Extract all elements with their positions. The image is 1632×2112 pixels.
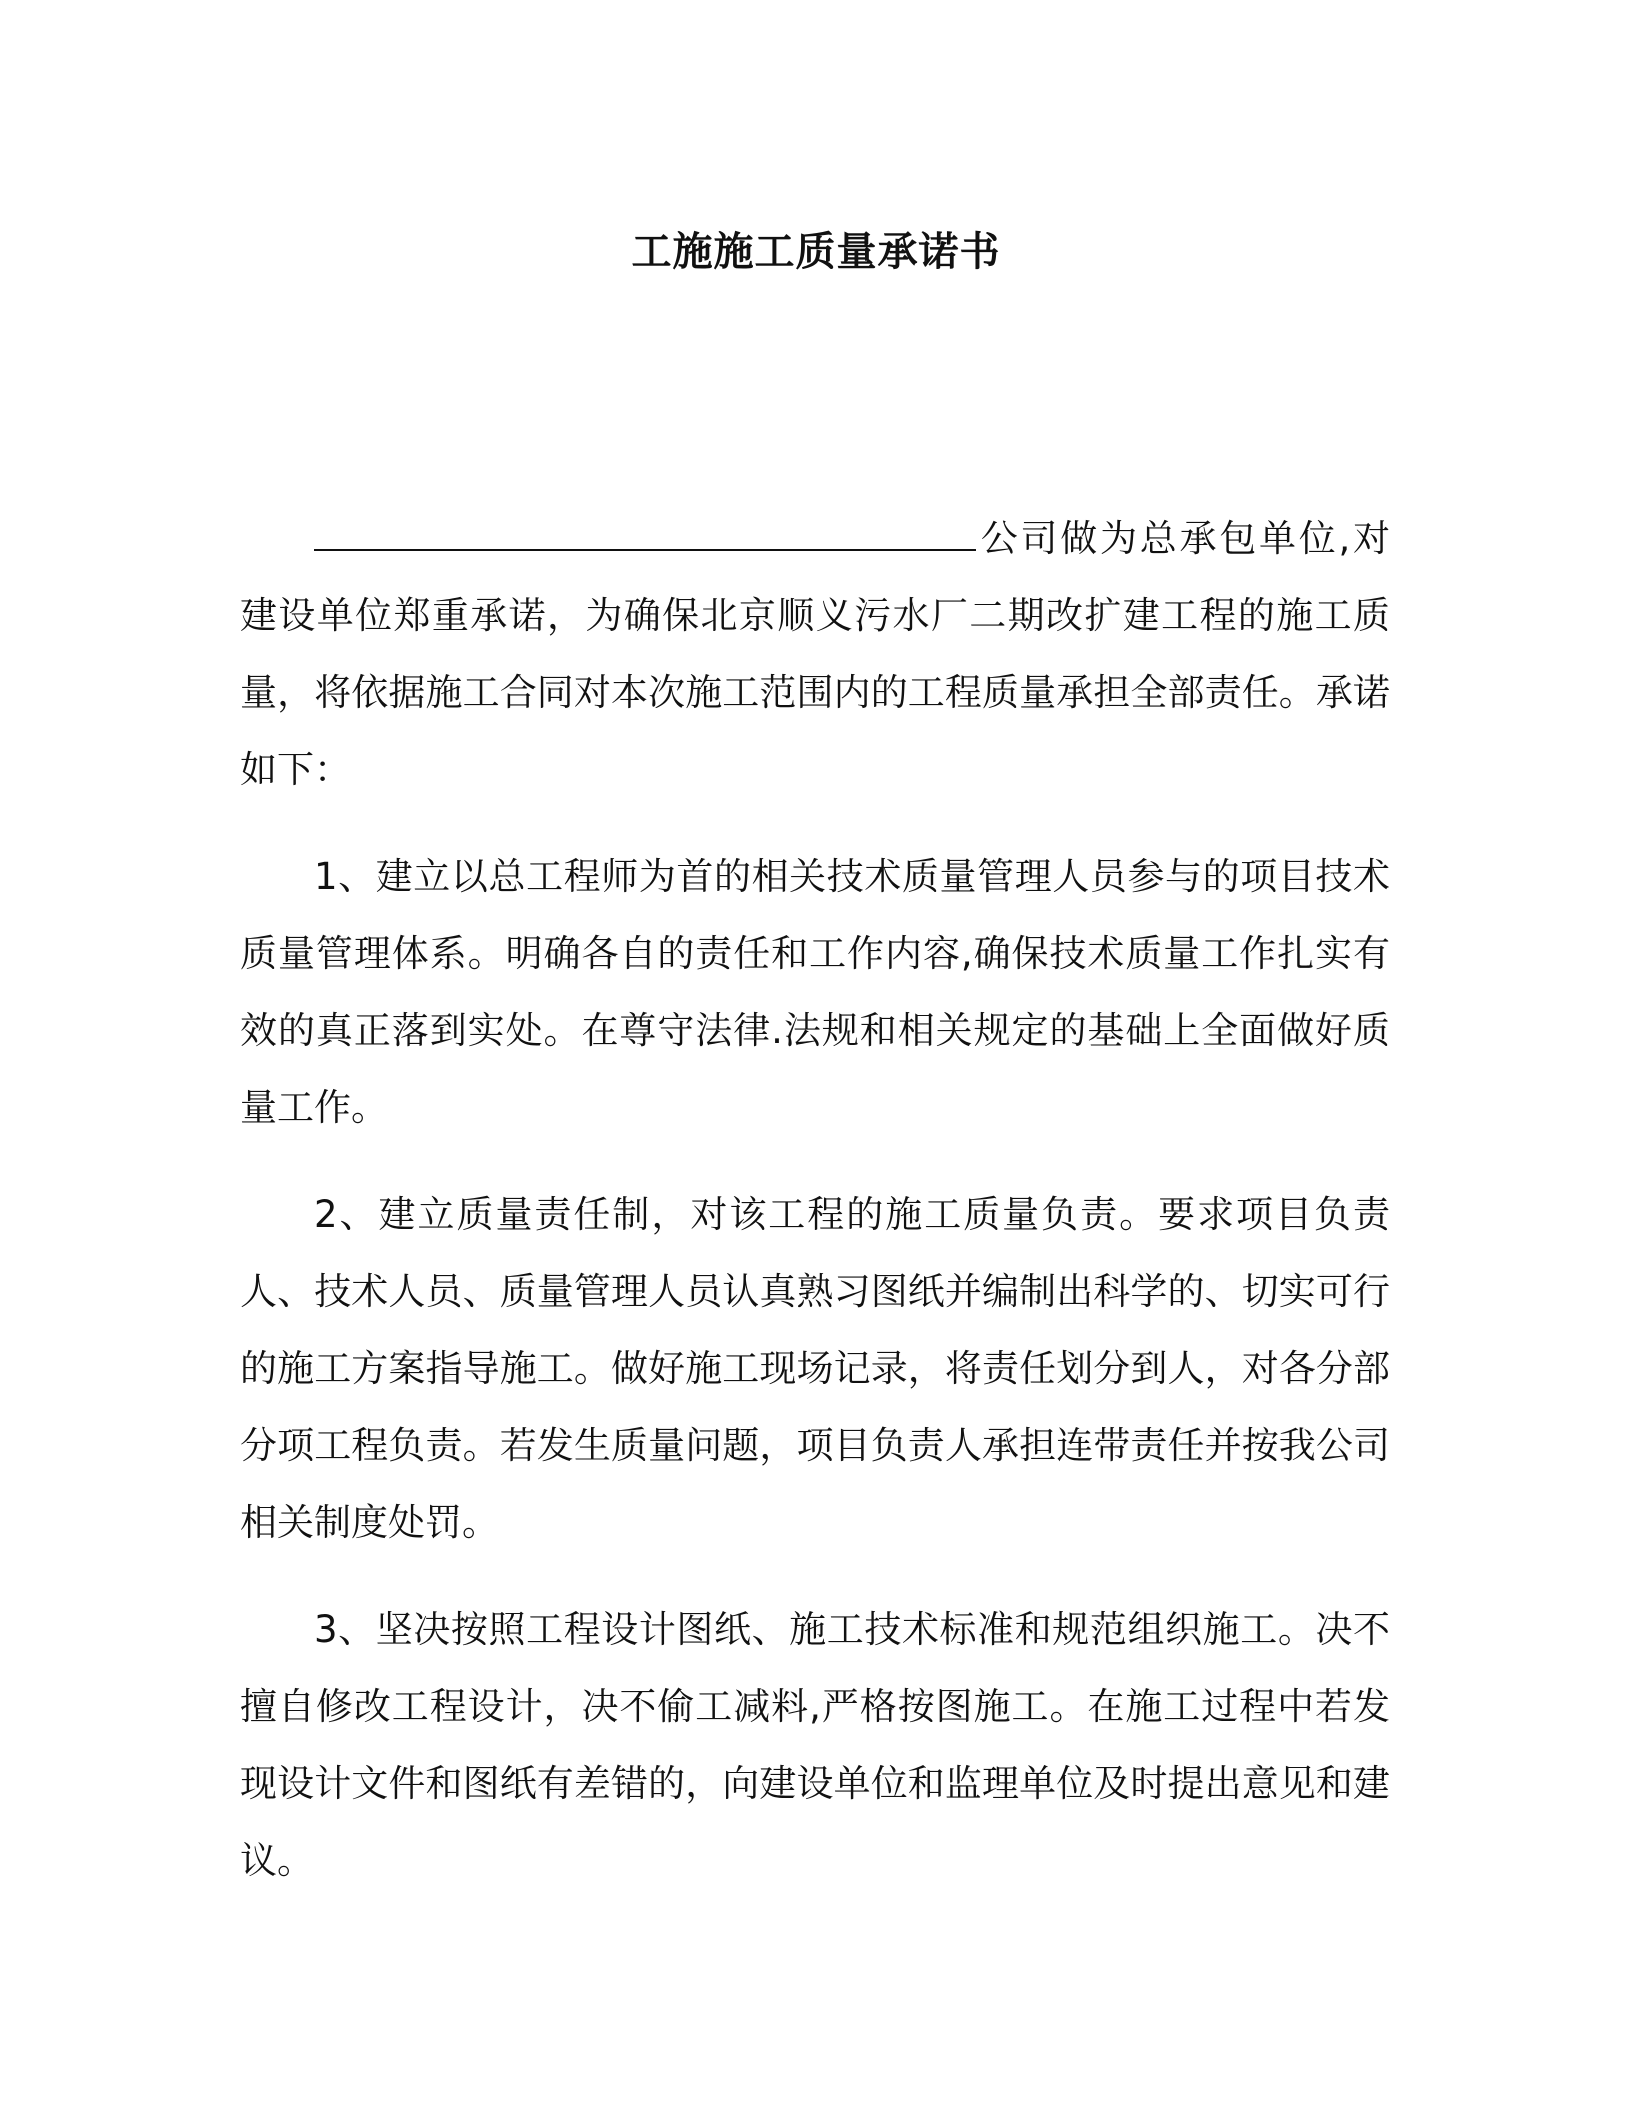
clause-1: 1、建立以总工程师为首的相关技术质量管理人员参与的项目技术质量管理体系。明确各自的责任和工作内容,确保技术质量工作扎实有效的真正落到实处。在尊守法律.法规和相关规定的基础上全面做好质量工作。 xyxy=(240,855,1390,1129)
clause-3: 3、坚决按照工程设计图纸、施工技术标准和规范组织施工。决不擅自修改工程设计，决不偷工减料,严格按图施工。在施工过程中若发现设计文件和图纸有差错的，向建设单位和监理单位及时提出意见和建议。 xyxy=(240,1608,1390,1882)
intro-text: 公司做为总承包单位,对建设单位郑重承诺，为确保北京顺义污水厂二期改扩建工程的施工质量，将依据施工合同对本次施工范围内的工程质量承担全部责任。承诺如下： xyxy=(240,517,1390,791)
company-name-blank xyxy=(314,503,976,551)
intro-paragraph xyxy=(240,500,1390,808)
document-title: 工施施工质量承诺书 xyxy=(631,229,1001,275)
document-body xyxy=(240,500,1390,1899)
clause-2: 2、建立质量责任制，对该工程的施工质量负责。要求项目负责人、技术人员、质量管理人员认真熟习图纸并编制出科学的、切实可行的施工方案指导施工。做好施工现场记录，将责任划分到人，对各分部分项工程负责。若发生质量问题，项目负责人承担连带责任并按我公司相关制度处罚。 xyxy=(240,1193,1390,1544)
